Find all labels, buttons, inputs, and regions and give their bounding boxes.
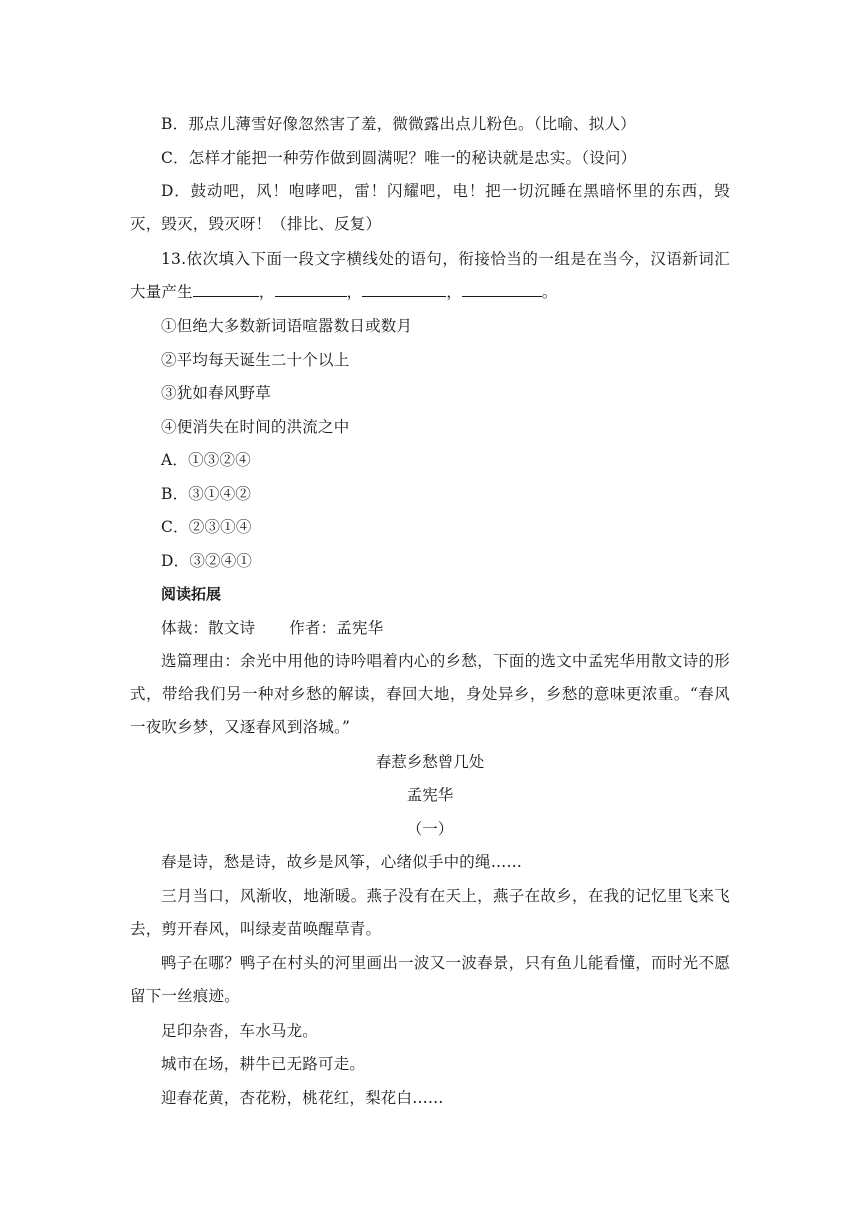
essay-paragraph: 迎春花黄，杏花粉，桃花红，梨花白……: [161, 1088, 444, 1107]
blank-separator: ，: [346, 282, 363, 301]
blank-separator: ，: [258, 282, 275, 301]
essay-paragraph: 春是诗，愁是诗，故乡是风筝，心绪似手中的绳……: [161, 853, 523, 871]
document-content: [130, 108, 730, 1115]
q13-option-b: B．③①④②: [161, 484, 252, 503]
genre-author-line: [130, 612, 730, 644]
essay-paragraph: 足印杂沓，车水马龙。: [161, 1021, 319, 1040]
question-13-stem: [130, 243, 730, 309]
answer-blank-3[interactable]: [362, 281, 446, 297]
option-b: B．那点儿薄雪好像忽然害了羞，微微露出点儿粉色。（比喻、拟人）: [161, 115, 636, 133]
question-13-text: 13.依次填入下面一段文字横线处的语句，衔接恰当的一组是在当今，汉语新词汇大量产生: [130, 249, 730, 301]
stem-end: 。: [541, 282, 558, 301]
essay-author: 孟宪华: [406, 786, 454, 804]
answer-blank-4[interactable]: [462, 281, 542, 297]
answer-blank-2[interactable]: [275, 281, 347, 297]
q13-option-a: A．①③②④: [161, 451, 251, 469]
genre-label: 体裁：散文诗: [161, 618, 256, 637]
q13-item-3: ③犹如春风野草: [161, 384, 271, 402]
q13-item-2: ②平均每天诞生二十个以上: [161, 350, 350, 369]
answer-blank-1[interactable]: [193, 281, 259, 297]
section-title: 阅读拓展: [161, 585, 222, 603]
option-d: D．鼓动吧，风！咆哮吧，雷！闪耀吧，电！把一切沉睡在黑暗怀里的东西，毁灭，毁灭，毁灭呀！（排比、反复）: [130, 182, 730, 233]
essay-paragraph: 鸭子在哪？鸭子在村头的河里画出一波又一波春景，只有鱼儿能看懂，而时光不愿留下一丝痕迹。: [130, 954, 730, 1005]
essay-paragraph: 城市在场，耕牛已无路可走。: [161, 1055, 366, 1073]
essay-part-number: （一）: [406, 819, 454, 838]
q13-option-c: C．②③①④: [161, 518, 252, 536]
essay-title: 春惹乡愁曾几处: [375, 752, 485, 771]
option-c: C．怎样才能把一种劳作做到圆满呢？唯一的秘诀就是忠实。（设问）: [161, 148, 637, 167]
essay-paragraph: 三月当口，风渐收，地渐暖。燕子没有在天上，燕子在故乡，在我的记忆里飞来飞去，剪开春风，叫绿麦苗唤醒草青。: [130, 886, 730, 938]
q13-item-1: ①但绝大多数新词语喧嚣数日或数月: [161, 317, 413, 335]
author-label: 作者：孟宪华: [289, 618, 384, 637]
q13-item-4: ④便消失在时间的洪流之中: [161, 417, 350, 436]
q13-option-d: D．③②④①: [161, 551, 253, 570]
blank-separator: ，: [446, 282, 462, 301]
selection-reason: 选篇理由：余光中用他的诗吟唱着内心的乡愁，下面的选文中孟宪华用散文诗的形式，带给我们另一种对乡愁的解读，春回大地，身处异乡，乡愁的意味更浓重。“春风一夜吹乡梦，又逐春风到洛城。”: [130, 652, 730, 736]
